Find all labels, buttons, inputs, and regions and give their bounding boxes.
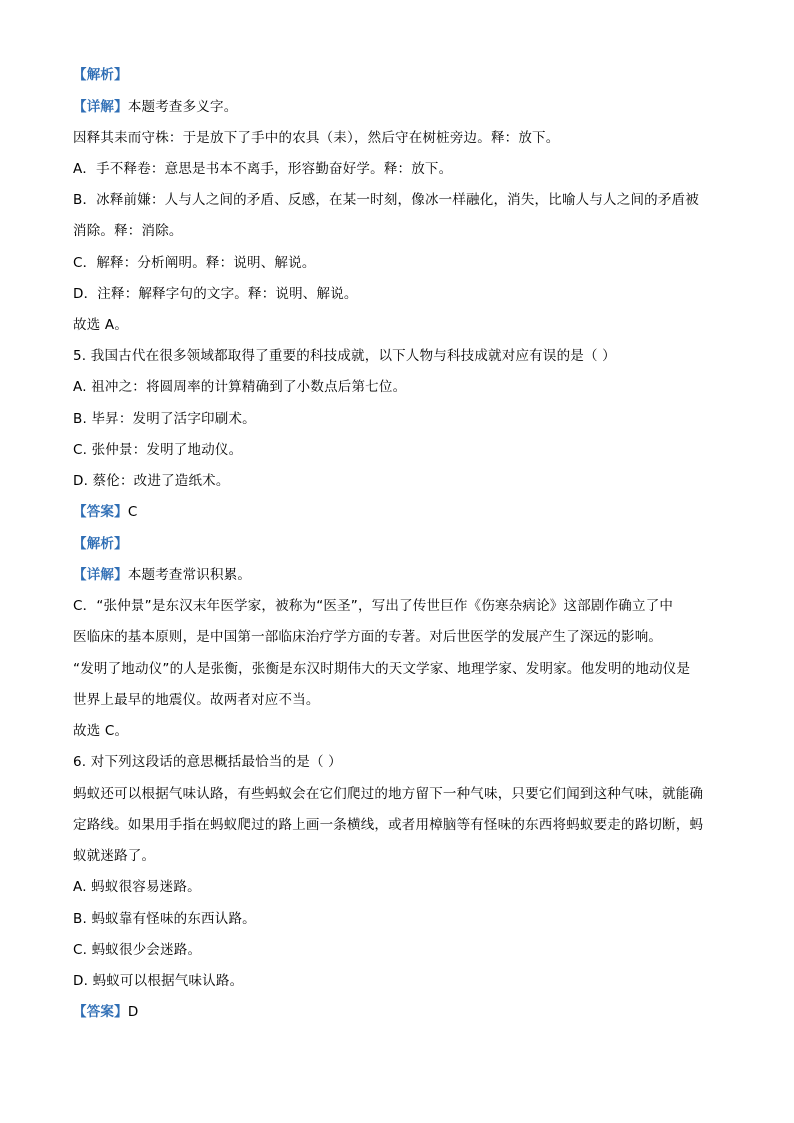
detail-line-1: 【详解】本题考查多义字。 [73,99,238,115]
conclusion-line: 故选 C。 [73,723,129,739]
analysis-heading-2 [73,535,723,553]
answer-line-q5: 【答案】C [73,504,138,520]
text-line: C．“张仲景”是东汉末年医学家，被称为“医圣”，写出了传世巨作《伤寒杂病论》这部剧作确立了中 [73,598,674,614]
option-line: B．冰释前嫌：人与人之间的矛盾、反感，在某一时刻，像冰一样融化，消失，比喻人与人之间的矛盾被 [73,192,699,208]
section-tag: 【详解】 [73,99,128,115]
question-5: 5. 我国古代在很多领域都取得了重要的科技成就，以下人物与科技成就对应有误的是（ ） [73,348,616,364]
text-line: 世界上最早的地震仪。故两者对应不当。 [73,692,320,708]
q6-option-b: B. 蚂蚁靠有怪味的东西认路。 [73,911,256,927]
analysis-heading-1 [73,66,723,84]
text-line: 医临床的基本原则，是中国第一部临床治疗学方面的专著。对后世医学的发展产生了深远的影响。 [73,629,663,645]
detail-line-2: 【详解】本题考查常识积累。 [73,567,252,583]
question-6: 6. 对下列这段话的意思概括最恰当的是（ ） [73,754,342,770]
q5-option-b: B. 毕昇：发明了活字印刷术。 [73,411,256,427]
answer-line-q6: 【答案】D [73,1004,139,1020]
q5-option-c: C. 张仲景：发明了地动仪。 [73,442,243,458]
passage-line: 蚁就迷路了。 [73,848,156,864]
option-line: A．手不释卷：意思是书本不离手，形容勤奋好学。释：放下。 [73,161,453,177]
section-tag: 【解析】 [73,536,128,552]
option-line: D．注释：解释字句的文字。释：说明、解说。 [73,286,358,302]
passage-line: 定路线。如果用手指在蚂蚁爬过的路上画一条横线，或者用樟脑等有怪味的东西将蚂蚁要走的路切断，蚂 [73,817,704,833]
q5-option-d: D. 蔡伦：改进了造纸术。 [73,473,230,489]
conclusion-line: 故选 A。 [73,317,129,333]
q6-option-a: A. 蚂蚁很容易迷路。 [73,879,201,895]
section-tag: 【答案】 [73,1004,128,1020]
text-line: “发明了地动仪”的人是张衡，张衡是东汉时期伟大的天文学家、地理学家、发明家。他发明的地动仪是 [73,661,691,677]
text-line: 消除。释：消除。 [73,223,183,239]
q6-option-d: D. 蚂蚁可以根据气味认路。 [73,973,244,989]
q6-option-c: C. 蚂蚁很少会迷路。 [73,942,202,958]
section-tag: 【详解】 [73,567,128,583]
q5-option-a: A. 祖冲之：将圆周率的计算精确到了小数点后第七位。 [73,379,407,395]
section-tag: 【答案】 [73,504,128,520]
section-tag: 【解析】 [73,67,128,83]
passage-line: 蚂蚁还可以根据气味认路，有些蚂蚁会在它们爬过的地方留下一种气味，只要它们闻到这种气味，就能确 [73,786,704,802]
option-line: C．解释：分析阐明。释：说明、解说。 [73,255,316,271]
text-line: 因释其耒而守株：于是放下了手中的农具（耒），然后守在树桩旁边。释：放下。 [73,130,560,146]
